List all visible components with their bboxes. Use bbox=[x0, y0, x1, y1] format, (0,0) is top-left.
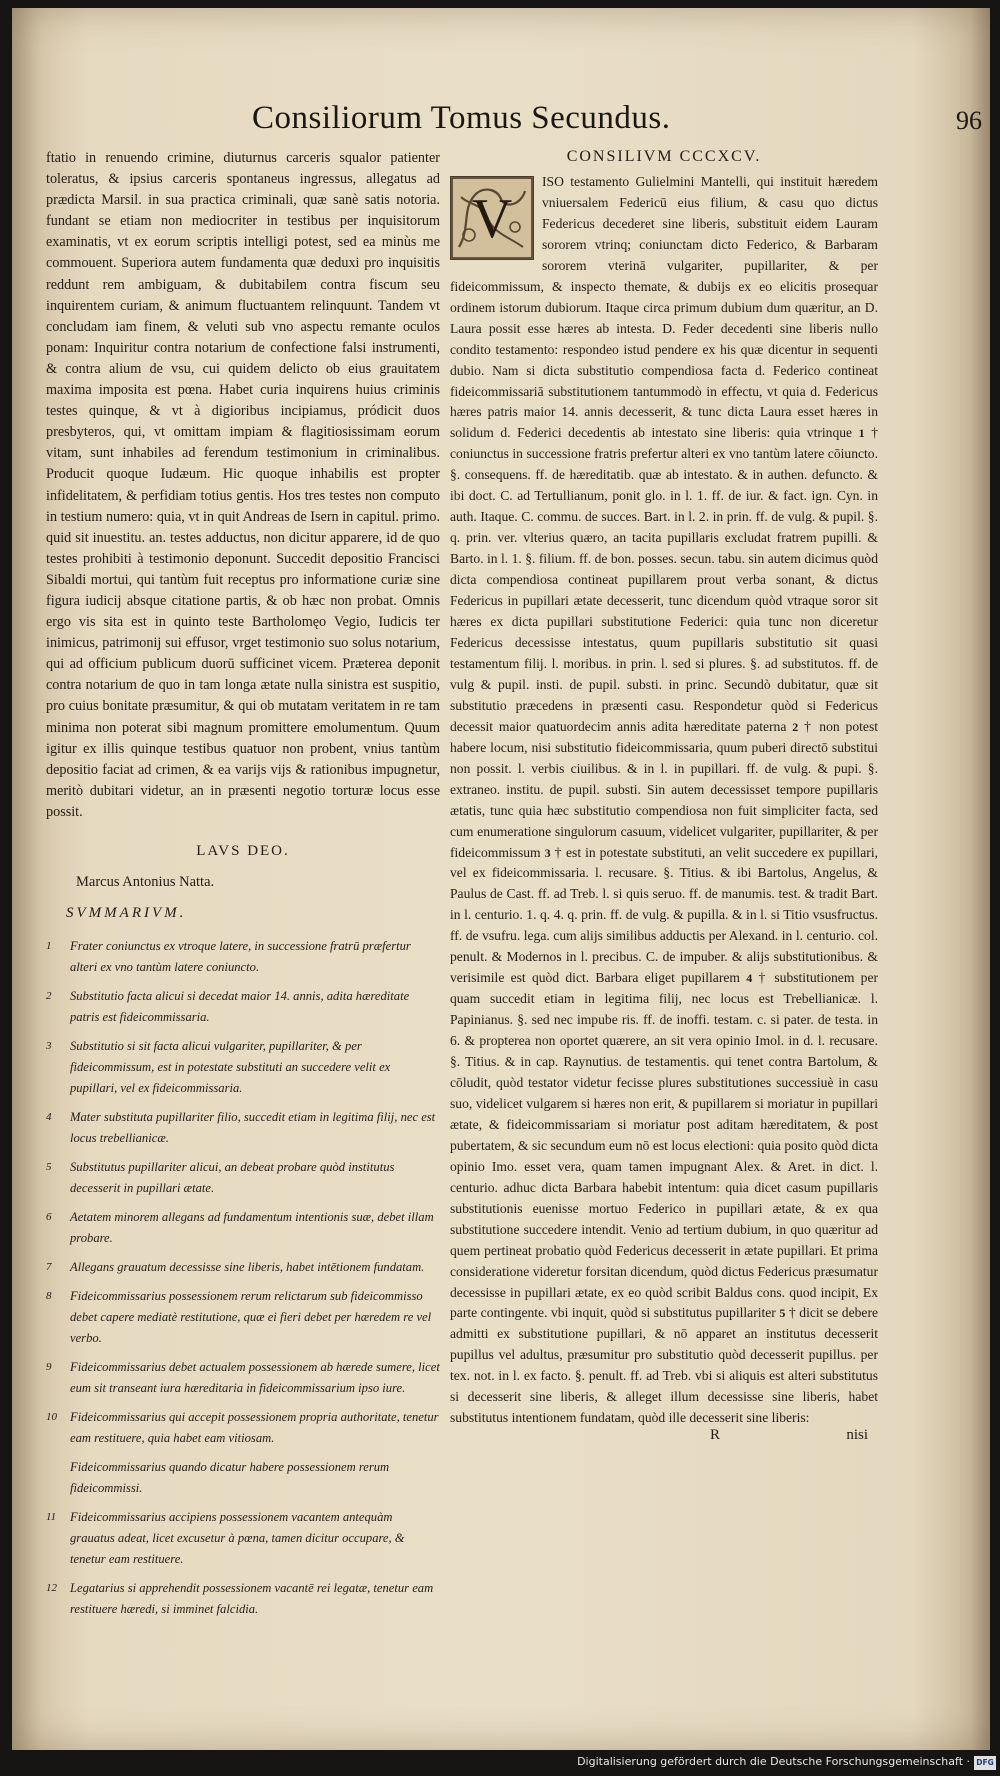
right-column bbox=[450, 148, 878, 1451]
summarium-number: 8 bbox=[46, 1290, 52, 1302]
summarium-title: SVMMARIVM. bbox=[66, 905, 187, 921]
summarium-text: Mater substituta pupillariter filio, succedit etiam in legitima filij, nec est locus trebellianicæ. bbox=[70, 1110, 436, 1145]
left-column bbox=[46, 148, 440, 1628]
summarium-item bbox=[46, 1407, 440, 1449]
summarium-list bbox=[46, 936, 440, 1620]
summarium-item bbox=[46, 1107, 440, 1149]
digitization-footer bbox=[0, 1752, 1000, 1776]
summarium-text: Allegans grauatum decessisse sine liberis, habet intētionem fundatam. bbox=[70, 1260, 425, 1274]
summarium-number: 5 bbox=[46, 1161, 52, 1173]
margin-number: 5 bbox=[779, 1306, 786, 1321]
summarium-item bbox=[46, 1457, 440, 1499]
summarium-item bbox=[46, 1507, 440, 1570]
consilium-text: substitutionem per quam succedit etiam in legitima filij, nec locus est Trebellianicæ. l. Papinianus. §. sed nec impube ris. ff. de inoffi. testam. c. si pater. de testa. in 6. & propterea non oportet quærere, an sit vera opinio Imol. in d. l. recusare. §. Titius. & in cap. Raynutius. de testamentis. qui tenet contra Bartolum, & cōludit, quòd testator videtur fecisse plures substitutiones successiuè in casu suo, videlicet vulgarem si hæres non erit, & pupillarem si moriatur in pupillari ætate, & fideicommissariam si moriatur post aditam hæreditatem, & post pubertatem, & sic secundum eum nō est locus electioni: quia posito quòd dicta opinio Imo. esset vera, quam tamen impugnant Alex. & Aret. in dict. l. centurio. adhuc dicta Barbara habebit intentum: quia dicet casum pupillaris substitutionis euenisse mortuo Federico in pupillari ætate, & ex qua substitutione succedere intendit. Venio ad tertium dubium, in quo quæritur ad quem pertineat probatio quòd Federicus decesserit in ætate pupillari. Et prima consideratione videretur forsitan dicendum, quòd dictus Federicus præsumatur decessisse in pupillari ætate, ex eo quòd scribit Baldus cons. quod incipit, Ex parte contingente. vbi inquit, quòd si substitutus pupillariter bbox=[450, 970, 879, 1321]
summarium-number: 4 bbox=[46, 1111, 52, 1123]
left-body-text: ftatio in renuendo crimine, diuturnus carceris squalor patienter toleratus, & ipsius carceris spontaneus ingressus, allegatus ad prædicta Marsil. in sua practica criminali, quæ sanè satis notoria. fundant se etiam non mediocriter in testibus per inquisitorum examinatis, vt ex eorum scriptis intelligi potest, sed ea minùs me commouent. Superiora autem fundamenta quæ deduxi pro inquisitis reddunt rem ambiguam, & dubitabilem contra fiscum seu inquirentem curiam, & animum fluctuantem relinquunt. Tandem vt concludam iam finem, & veluti sub vno aspectu remante oculos ponam: Inquiritur contra notarium de confectione falsi instrumenti, & contra alium de vsu, cui quidem delicto ob eius grauitatem maxima imposita est pœna. Habet curia inquirens huius criminis testes quinque, & vt à digioribus incipiamus, pródicit duos presbyteros, qui, vt omittam impiam & flagitiosissimam eorum vitam, sunt inhabiles ad ferendum testimonium in criminalibus. Producit quoque Iudæum. Hic quoque inhabilis est propter infidelitatem, & perfidiam totius gentis. Hos tres testes non computo in testium numero: quia, vt in quit Andreas de Isern in capitul. primo. quid sit inuestitu. an. testes adductus, non dicitur apparere, id de quo testes prohibiti à testimonio deponunt. Succedit depositio Francisci Sibaldi mortui, qui tantùm fuit receptus pro informatione curiæ sine figura iudicij absque citatione partis, & ob hæc non probat. Omnis ergo vis sita est in quinto teste Bartholomęo Vegio, Iudicis ter inimicus, patrimonij sui effusor, vrget testimonio suo solus notarium, qui ad officium publicum duorū sufficinet vicem. Præterea deponit contra notarium de quo in tam longa ætate nulla sinistra est suspitio, pro cuius bonitate præsumitur, & qui ob mutatam veritatem in re tam minima non poterat sibi magnum promittere emolumentum. Quum igitur ex illis quinque testibus quatuor non probent, vnius tantùm depositio faciat ad crimen, & ea varijs vijs & rationibus impugnetur, meritò dubitari videtur, an in præsenti negotio torturæ locus esse possit. bbox=[46, 150, 440, 820]
summarium-item bbox=[46, 1578, 440, 1620]
summarium-item bbox=[46, 1157, 440, 1199]
dfg-logo-icon: DFG bbox=[974, 1756, 996, 1770]
page-foot-line bbox=[450, 1427, 878, 1451]
running-title: Consiliorum Tomus Secundus. bbox=[252, 100, 671, 136]
author-name: Marcus Antonius Natta. bbox=[76, 874, 215, 890]
summarium-number: 3 bbox=[46, 1040, 52, 1052]
summarium-number: 2 bbox=[46, 990, 52, 1002]
margin-number: 1 bbox=[858, 426, 865, 441]
summarium-text: Substitutio facta alicui si decedat maior 14. annis, adita hæreditate patris est fideicommissaria. bbox=[70, 989, 410, 1024]
summarium-text: Substitutio si sit facta alicui vulgariter, pupillariter, & per fideicommissum, est in potestate substituti an succedere velit ex pupillari, vel ex fideicommissaria. bbox=[70, 1039, 391, 1095]
summarium-text: Frater coniunctus ex vtroque latere, in successione fratrū præfertur alteri ex vno tantùm latere coniuncto. bbox=[70, 939, 411, 974]
signature-mark: R bbox=[710, 1427, 721, 1444]
margin-number: 4 bbox=[746, 971, 753, 986]
summarium-item bbox=[46, 936, 440, 978]
summarium-number: 1 bbox=[46, 940, 52, 952]
ornament-initial-icon bbox=[451, 177, 533, 259]
consilium-paragraph: ISO testamento Gulielmini Mantelli, qui instituit hæredem vniuersalem Federicū eius filium, & casu quo dictus Federicus decederet sine liberis, substituit eidem Lauram sororem vtrinq; coniunctam dicto Federico, & Barbaram sororem vterinā vulgariter, pupillariter, & per fideicommissum, & inspecto themate, & dubijs ex eo elicitis prosequar ordinem istorum dubiorum. Itaque circa primum dubium dum quæritur, an D. Laura possit esse hæres ab intesta. D. Feder decedenti sine liberis nullo condito testamento: respondeo istud pendere ex his quæ dicentur in sequenti dubio. Nam si dicta substitutio compendiosa facta d. Federico contineat fideicommissariā substitutionem tantummodò in effectu, vt quia d. Federicus hæres patris maior 14. annis decesserit, & tunc dicta Laura esset hæres in solidum d. Federici decedentis ab intestato sine liberis: quia vtrinque 1 † coniunctus in successione fratris prefertur alteri ex vno tantùm latere cōiuncto. §. consequens. ff. de hæreditatib. quæ ab intestato. & in authen. defuncto. & ibi doct. C. ad Tertullianum, ponit glo. in l. 1. ff. de iur. & fact. ign. Cyn. in auth. Itaque. C. commu. de succes. Bart. in l. 2. in prin. ff. de vulg. & pupil. §. q. prin. ver. vlterius quæro, an tacita pupillaris excludat fratrem pupilli. & Barto. in l. 1. §. filium. ff. de bon. posses. secun. tabu. sin autem dicimus quòd dicta compendiosa contineat pupillarem prout verba sonant, & dictus Federicus in pupillari ætate decesserit, tunc dicendum quòd vtraque soror sit hæres ex dicta pupillari substitutione Federici: quia tunc non diceretur Federicus decessisse intestatus, quum pupillaris substitutio sit quasi testamentum filij. l. moribus. in prin. l. sed si plures. §. ad substitutos. ff. de vulg & pupil. insti. de pupil. substi. in princ. Secundò dubitatur, quæ sit substitutio præcedens in præsenti casu. Respondetur quòd si Federicus decessit maior quatuordecim annis adita hæreditate paterna 2 † non potest habere locum, nisi substitutio fideicommissaria, quum puberi directō substitui non possit. l. verbis ciuilibus. & in l. in pupillari. ff. de vulg. & pupi. §. extraneo. institu. de pupil. substi. Sin autem decessisset tempore pupillaris ætatis, tunc quia hæc substitutio compendiosa non fuit simpliciter facta, sed cum enumeratione singulorum casuum, videlicet vulgariter, pupillariter, & per fideicommissum 3 † est in potestate substituti, an velit succedere ex pupillari, vel ex fideicommissaria. l. recusare. §. Titius. & ibi Bartolus, Angelus, & Paulus de Cast. ff. ad Treb. l. si quis seruo. ff. de manumis. test. & tradit Bart. in l. centurio. 1. q. 4. q. prin. ff. de vulg. & pupilla. & in l. si Titio vsusfructus. ff. de vsufru. lega. cum alijs similibus adductis per Alexand. in l. centurio. col. penult. & Modernos in l. precibus. C. de impuber. & alijs substitutionibus. & verisimile est quòd dict. Barbara eliget pupillarem 4 † substitutionem per quam succedit etiam in legitima filij, nec locus est Trebellianicæ. l. Papinianus. §. sed nec impube ris. ff. de inoffi. testam. c. si pater. de testa. in 6. & propterea non oportet quærere, an sit vera opinio Imol. in d. l. recusare. §. Titius. & in cap. Raynutius. de testamentis. qui tenet contra Bartolum, & cōludit, quòd testator videtur fecisse plures substitutiones successiuè in casu suo, videlicet vulgarem si hæres non erit, & pupillarem si moriatur in pupillari ætate, & fideicommissariam si moriatur post aditam hæreditatem, & post pubertatem, & sic secundum eum nō est locus electioni: quia posito quòd dicta opinio Imo. esset vera, quam tamen impugnant Alex. & Aret. in dict. l. centurio. adhuc dicta Barbara habebit intentum: quia dicet casum pupillaris substitutionis euenisse mortuo Federico in pupillari ætate, & ex qua substitutione succedere intendit. Venio ad tertium dubium, in quo quæritur ad quem pertineat probatio quòd Federicus decesserit in ætate pupillari. Et prima consideratione videretur forsitan dicendum, quòd dictus Federicus præsumatur decessisse in pupillari ætate, ex eo quòd scribit Baldus cons. quod incipit, Ex parte contingente. vbi inquit, quòd si substitutus pupillariter 5 † dicit se debere admitti ex substitutione pupillari, & nō apparet an institutus decesserit pupillus vel adultus, præsumitur pro substitutio quòd decesserit pupillus. per tex. not. in l. ex facto. §. penult. ff. ad Treb. vbi si aliquis est alteri substitutus si decesserit sine liberis, & alleget illum decessisse sine liberis, habet substitutus intentionem fundatam, quòd ille decesserit sine liberis: bbox=[450, 174, 879, 1426]
summarium-text: Substitutus pupillariter alicui, an debeat probare quòd institutus decesserit in pupillari ætate. bbox=[70, 1160, 395, 1195]
summarium-number: 9 bbox=[46, 1361, 52, 1373]
page-header bbox=[252, 100, 982, 150]
footer-credit: Digitalisierung gefördert durch die Deutsche Forschungsgemeinschaft · bbox=[577, 1755, 970, 1768]
consilium-text: coniunctus in successione fratris prefertur alteri ex vno tantùm latere cōiuncto. §. consequens. ff. de hæreditatib. quæ ab intestato. & in authen. defuncto. & ibi doct. C. ad Tertullianum, ponit glo. in l. 1. ff. de iur. & fact. ign. Cyn. in auth. Itaque. C. commu. de succes. Bart. in l. 2. in prin. ff. de vulg. & pupil. §. q. prin. ver. vlterius quæro, an tacita pupillaris excludat fratrem pupilli. & Barto. in l. 1. §. filium. ff. de bon. posses. secun. tabu. sin autem dicimus quòd dicta compendiosa contineat pupillarem prout verba sonant, & dictus Federicus in pupillari ætate decesserit, tunc dicendum quòd vtraque soror sit hæres ex dicta pupillari substitutione Federici: quia tunc non diceretur Federicus decessisse intestatus, quum pupillaris substitutio sit quasi testamentum filij. l. moribus. in prin. l. sed si plures. §. ad substitutos. ff. de vulg & pupil. insti. de pupil. substi. in princ. Secundò dubitatur, quæ sit substitutio præcedens in præsenti casu. Respondetur quòd si Federicus decessit maior quatuordecim annis adita hæreditate paterna bbox=[450, 446, 878, 734]
summarium-item bbox=[46, 986, 440, 1028]
consilium-text: non potest habere locum, nisi substitutio fideicommissaria, quum puberi directō substitui non possit. l. verbis ciuilibus. & in l. in pupillari. ff. de vulg. & pupi. §. extraneo. institu. de pupil. substi. Sin autem decessisset tempore pupillaris ætatis, tunc quia hæc substitutio compendiosa non fuit simpliciter facta, sed cum enumeratione singulorum casuum, videlicet vulgariter, pupillariter, & per fideicommissum bbox=[450, 718, 879, 860]
summarium-text: Fideicommissarius debet actualem possessionem ab hærede sumere, licet eum sit transeant iura hæreditaria in fideicommissarium ipso iure. bbox=[70, 1360, 440, 1395]
summarium-number: 10 bbox=[46, 1411, 57, 1423]
summarium-text: Fideicommissarius accipiens possessionem vacantem antequàm grauatus adeat, licet excusetur à pœna, tamen dicitur occupare, & tenetur eam restituere. bbox=[70, 1510, 405, 1566]
book-page bbox=[12, 8, 990, 1750]
summarium-number: 12 bbox=[46, 1582, 57, 1594]
margin-number: 2 bbox=[792, 719, 799, 734]
laus-deo: LAVS DEO. bbox=[196, 843, 290, 859]
summarium-item bbox=[46, 1036, 440, 1099]
catchword: nisi bbox=[846, 1427, 868, 1444]
summarium-item bbox=[46, 1207, 440, 1249]
consilium-text: est in potestate substituti, an velit succedere ex pupillari, vel ex fideicommissaria. l. recusare. §. Titius. & ibi Bartolus, Angelus, & Paulus de Cast. ff. ad Treb. l. si quis seruo. ff. de manumis. test. & tradit Bart. in l. centurio. 1. q. 4. q. prin. ff. de vulg. & pupilla. & in l. si Titio vsusfructus. ff. de vsufru. lega. cum alijs similibus adductis per Alexand. in l. centurio. col. penult. & Modernos in l. precibus. C. de impuber. & alijs substitutionibus. & verisimile est quòd dict. Barbara eliget pupillarem bbox=[450, 844, 879, 986]
summarium-text: Aetatem minorem allegans ad fundamentum intentionis suæ, debet illam probare. bbox=[70, 1210, 434, 1245]
margin-number: 3 bbox=[544, 845, 551, 860]
decorated-initial bbox=[450, 176, 534, 260]
summarium-text: Legatarius si apprehendit possessionem vacantē rei legatæ, tenetur eam restituere hæredi, si imminet falcidia. bbox=[70, 1581, 434, 1616]
page-number: 96 bbox=[956, 106, 982, 135]
initial-letter: V bbox=[471, 188, 513, 250]
summarium-number: 6 bbox=[46, 1211, 52, 1223]
consilium-text: dicit se debere admitti ex substitutione pupillari, & nō apparet an institutus decesserit pupillus vel adultus, præsumitur pro substitutio quòd decesserit pupillus. per tex. not. in l. ex facto. §. penult. ff. ad Treb. vbi si aliquis est alteri substitutus si decesserit sine liberis, & alleget illum decessisse sine liberis, habet substitutus intentionem fundatam, quòd ille decesserit sine liberis: bbox=[450, 1305, 879, 1426]
summarium-text: Fideicommissarius quando dicatur habere possessionem rerum fideicommissi. bbox=[70, 1460, 390, 1495]
consilium-title: CONSILIVM CCCXCV. bbox=[566, 148, 762, 165]
summarium-item bbox=[46, 1286, 440, 1349]
summarium-number: 7 bbox=[46, 1261, 52, 1273]
consilium-text: ISO testamento Gulielmini Mantelli, qui instituit hæredem vniuersalem Federicū eius filium, & casu quo dictus Federicus decederet sine liberis, substituit eidem Lauram sororem vtrinq; coniunctam dicto Federico, & Barbaram sororem vterinā vulgariter, pupillariter, & per fideicommissum, & inspecto themate, & dubijs ex eo elicitis prosequar ordinem istorum dubiorum. Itaque circa primum dubium dum quæritur, an D. Laura possit esse hæres ab intesta. D. Feder decedenti sine liberis nullo condito testamento: respondeo istud pendere ex his quæ dicentur in sequenti dubio. Nam si dicta substitutio compendiosa facta d. Federico contineat fideicommissariā substitutionem tantummodò in effectu, vt quia d. Federicus hæres patris maior 14. annis decesserit, & tunc dicta Laura esset hæres in solidum d. Federici decedentis ab intestato sine liberis: quia vtrinque bbox=[450, 174, 878, 441]
summarium-text: Fideicommissarius possessionem rerum relictarum sub fideicommisso debet capere mediatè restitutione, quæ ei fieri debet per hæredem re vel verbo. bbox=[70, 1289, 432, 1345]
summarium-number: 11 bbox=[46, 1511, 57, 1523]
summarium-item bbox=[46, 1257, 440, 1278]
summarium-text: Fideicommissarius qui accepit possessionem propria authoritate, tenetur eam restituere, quia habet eam vitiosam. bbox=[70, 1410, 439, 1445]
summarium-item bbox=[46, 1357, 440, 1399]
